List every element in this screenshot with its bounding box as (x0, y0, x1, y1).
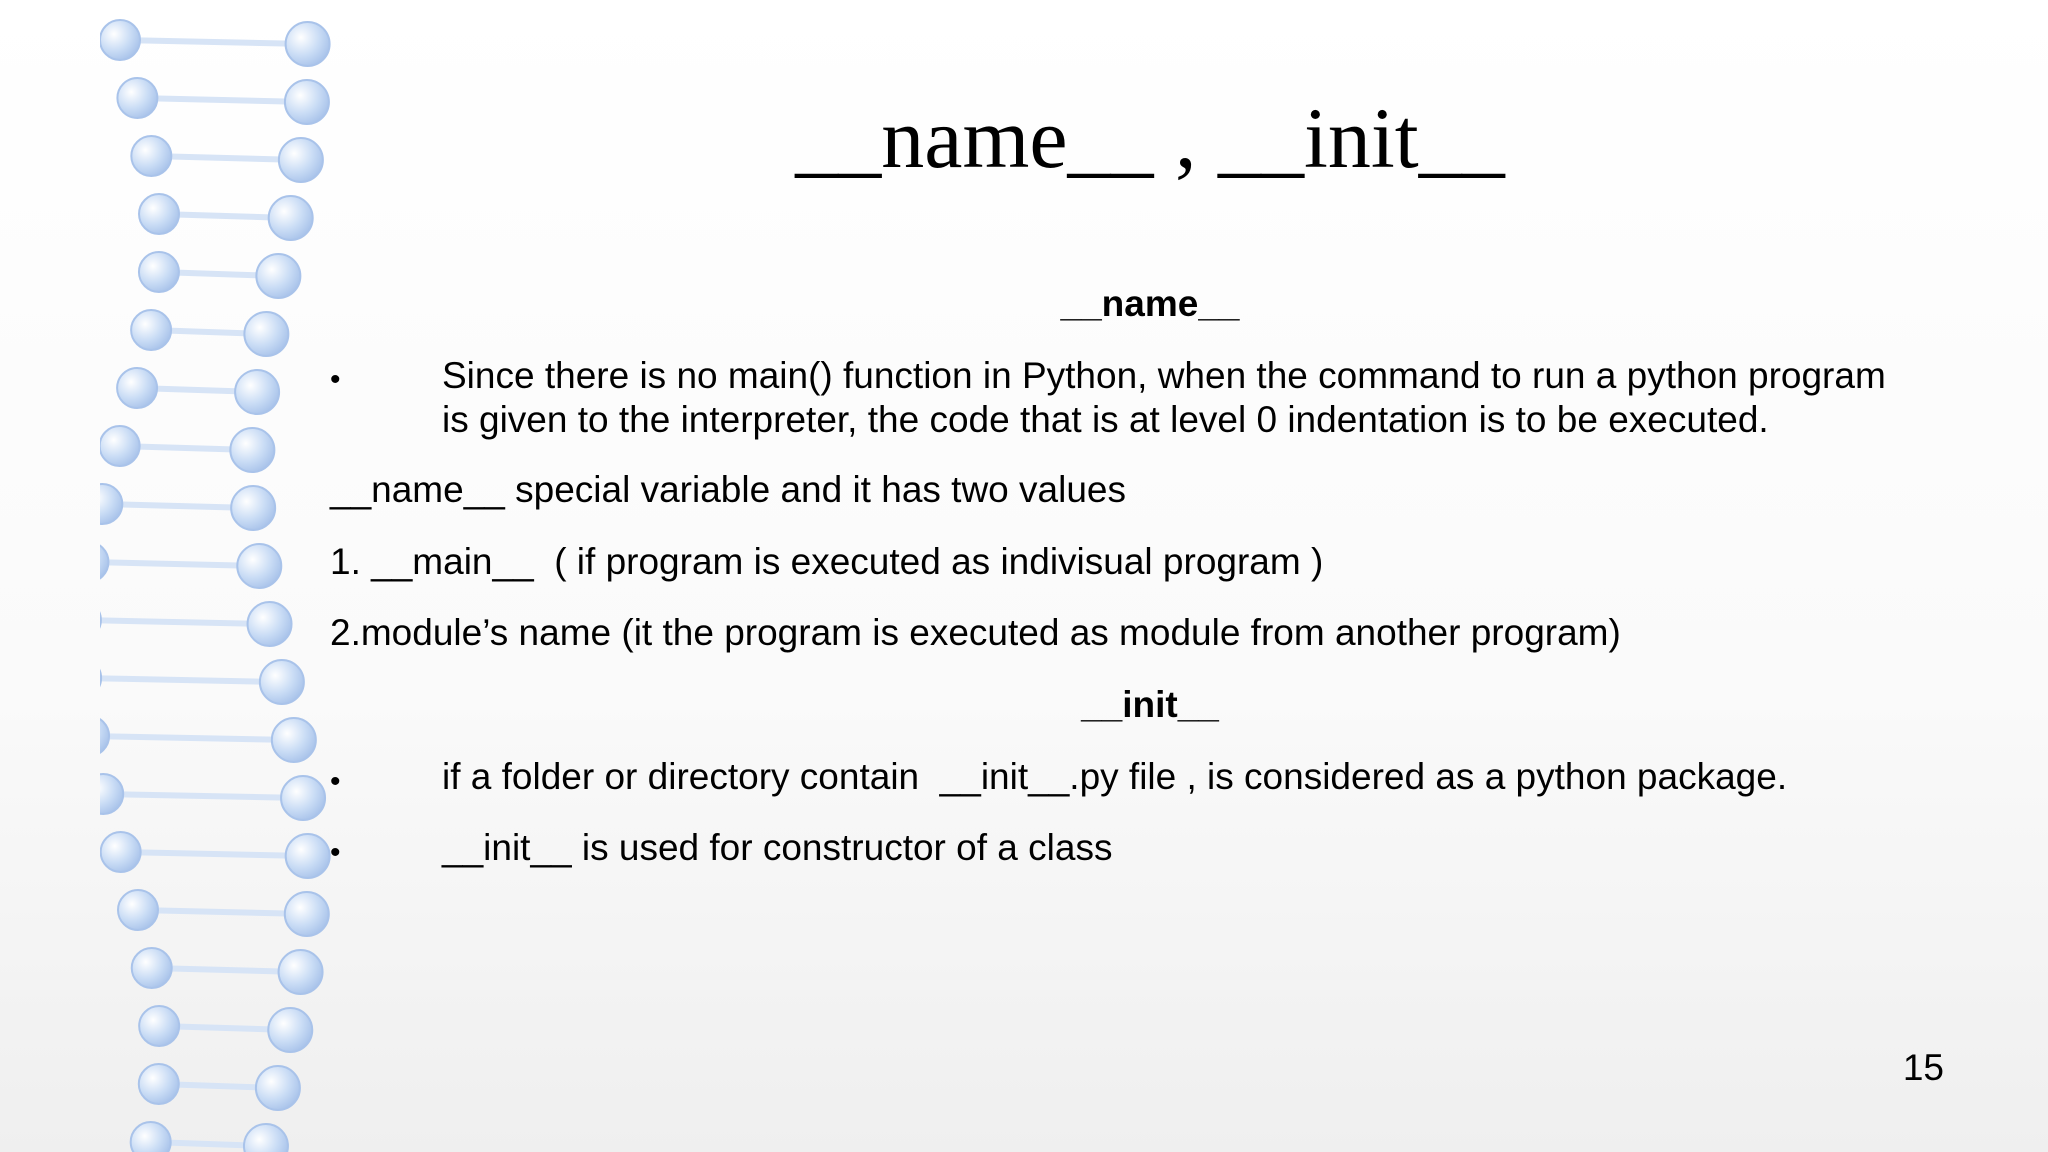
dna-rod (137, 98, 307, 102)
dna-rod (120, 40, 308, 44)
section-heading-name: __name__ (1060, 283, 1240, 324)
dna-sphere (286, 22, 330, 66)
dna-sphere (100, 484, 122, 524)
dna-rod (138, 910, 307, 914)
text-value-main: 1. __main__ ( if program is executed as indivisual program ) (330, 541, 1324, 582)
dna-sphere (248, 602, 292, 646)
dna-sphere (100, 542, 108, 582)
dna-sphere (100, 716, 109, 756)
dna-sphere (118, 890, 158, 930)
dna-sphere (117, 78, 157, 118)
dna-sphere (269, 196, 313, 240)
bullet-marker: • (330, 836, 341, 869)
dna-sphere (139, 194, 179, 234)
dna-sphere (256, 1066, 300, 1110)
dna-sphere (285, 892, 329, 936)
dna-sphere (244, 1124, 288, 1152)
dna-sphere (279, 138, 323, 182)
text-special-variable: __name__ special variable and it has two values (330, 469, 1126, 510)
dna-sphere (260, 660, 304, 704)
dna-sphere (231, 486, 275, 530)
dna-rod (100, 678, 282, 682)
dna-sphere (100, 600, 101, 640)
dna-sphere (286, 834, 330, 878)
dna-sphere (139, 252, 179, 292)
bullet-text-package: if a folder or directory contain __init__.py file , is considered as a python package. (442, 756, 1788, 797)
page-number: 15 (1902, 1047, 1944, 1088)
dna-rod (121, 852, 308, 856)
dna-helix-graphic (100, 0, 340, 1152)
bullet-marker: • (330, 363, 341, 396)
bullet-text-line2: is given to the interpreter, the code that is at level 0 indentation is to be executed. (442, 399, 1769, 440)
dna-sphere (139, 1064, 179, 1104)
dna-rod (100, 562, 259, 566)
dna-sphere (281, 776, 325, 820)
dna-sphere (100, 774, 123, 814)
dna-rod (100, 736, 294, 740)
dna-sphere (100, 658, 101, 698)
dna-sphere (100, 426, 140, 466)
dna-sphere (131, 136, 171, 176)
dna-sphere (230, 428, 274, 472)
dna-sphere (139, 1006, 179, 1046)
dna-sphere (131, 310, 171, 350)
bullet-text-line1: Since there is no main() function in Python, when the command to run a python program (442, 355, 1886, 396)
slide-title: __name__ , __init__ (795, 90, 1505, 186)
dna-sphere (131, 1122, 171, 1152)
dna-sphere (235, 370, 279, 414)
bullet-text-constructor: __init__ is used for constructor of a class (442, 827, 1113, 868)
dna-sphere (237, 544, 281, 588)
dna-sphere (268, 1008, 312, 1052)
dna-sphere (132, 948, 172, 988)
dna-sphere (279, 950, 323, 994)
text-value-module: 2.module’s name (it the program is executed as module from another program) (330, 612, 1621, 653)
dna-sphere (285, 80, 329, 124)
dna-sphere (256, 254, 300, 298)
bullet-marker: • (330, 765, 341, 798)
dna-sphere (101, 832, 141, 872)
dna-sphere (244, 312, 288, 356)
dna-sphere (117, 368, 157, 408)
section-heading-init: __init__ (1081, 684, 1219, 725)
dna-sphere (272, 718, 316, 762)
dna-rod (103, 794, 303, 798)
dna-sphere (100, 20, 140, 60)
dna-rod (100, 620, 270, 624)
